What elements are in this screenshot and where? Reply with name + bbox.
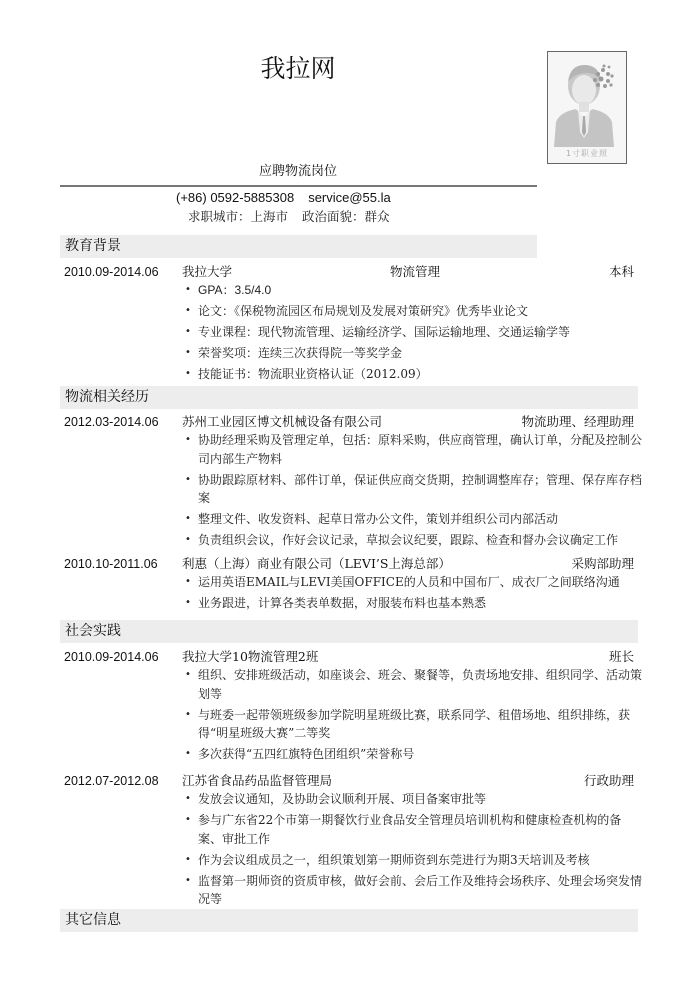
list-item: • 荣誉奖项：连续三次获得院一等奖学金 <box>182 344 642 363</box>
entry-role: 行政助理 <box>583 773 634 788</box>
section-header-education <box>60 235 537 258</box>
section-header-other-info <box>60 909 638 932</box>
list-item: • 技能证书：物流职业资格认证（2012.09） <box>182 365 642 384</box>
person-placeholder-icon <box>548 52 626 163</box>
bullet-icon: • <box>185 708 191 720</box>
phone-number: (+86) 0592-5885308 <box>176 190 295 205</box>
list-item: • 监督第一期师资的资质审核，做好会前、会后工作及维持会场秩序、处理会场突发情况等 <box>185 873 643 906</box>
bullet-icon: • <box>185 576 191 587</box>
entry-organization: 我拉大学 <box>182 264 233 279</box>
list-item: • 发放会议通知，及协助会议顺利开展、项目备案审批等 <box>182 790 642 809</box>
section-header-social-practice <box>60 620 638 643</box>
entry-organization: 苏州工业园区博文机械设备有限公司 <box>182 414 383 429</box>
bullet-icon: • <box>185 853 191 865</box>
personal-info-line <box>188 208 390 225</box>
entry-major: 物流管理 <box>390 264 441 279</box>
bullet-list <box>182 790 642 911</box>
photo-caption: 1寸职业照 <box>565 149 609 158</box>
header-divider <box>60 185 537 187</box>
list-item: • 组织、安排班级活动，如座谈会、班会、聚餐等，负责场地安排、组织同学、活动策划等 <box>185 668 643 701</box>
entry-role: 物流助理、经理助理 <box>521 414 634 429</box>
entry-organization: 利惠（上海）商业有限公司（LEVI’S上海总部） <box>182 556 451 571</box>
bullet-list <box>182 573 642 615</box>
email-address[interactable]: service@55.la <box>308 190 391 205</box>
bullet-icon: • <box>185 347 191 358</box>
contact-line <box>176 189 391 206</box>
list-item: • 负责组织会议，作好会议记录，草拟会议纪要，跟踪、检查和督办会议确定工作 <box>182 531 642 550</box>
section-header-experience <box>60 386 638 409</box>
list-item: • 运用英语EMAIL与LEVI美国OFFICE的人员和中国布厂、成衣厂之间联络沟通 <box>182 573 642 592</box>
list-item: • 参与广东省22个市第一期餐饮行业食品安全管理员培训机构和健康检查机构的备案、审批工作 <box>185 813 622 846</box>
section-title: 物流相关经历 <box>65 389 149 405</box>
bullet-icon: • <box>185 748 191 759</box>
list-item: • 与班委一起带领班级参加学院明星班级比赛，联系同学、租借场地、组织排练，获得“明星班级大赛”二等奖 <box>185 707 631 740</box>
entry-degree: 本科 <box>608 264 634 279</box>
list-item: • 业务跟进，计算各类表单数据，对服装布料也基本熟悉 <box>182 594 642 613</box>
job-city: 求职城市：上海市 <box>188 209 289 224</box>
political-status: 政治面貌：群众 <box>302 209 390 224</box>
list-item: • 多次获得“五四红旗特色团组织”荣誉称号 <box>182 745 642 764</box>
bullet-icon: • <box>185 326 191 337</box>
entry-role: 班长 <box>608 649 634 664</box>
section-title: 教育背景 <box>65 238 121 254</box>
bullet-icon: • <box>185 814 191 825</box>
target-position: 应聘物流岗位 <box>258 164 337 179</box>
entry-date: 2010.09-2014.06 <box>64 265 159 279</box>
bullet-icon: • <box>185 368 191 379</box>
list-item: • 协助跟踪原材料、部件订单，保证供应商交货期，控制调整库存；管理、保存库存档案 <box>185 472 643 505</box>
list-item: • 专业课程：现代物流管理、运输经济学、国际运输地理、交通运输学等 <box>182 323 642 342</box>
section-title: 其它信息 <box>65 912 121 928</box>
entry-role: 采购部助理 <box>571 556 634 571</box>
entry-organization: 我拉大学10物流管理2班 <box>182 649 319 664</box>
entry-date: 2010.09-2014.06 <box>64 650 159 664</box>
bullet-list <box>182 666 642 766</box>
list-item: • 作为会议组成员之一，组织策划第一期师资到东莞进行为期3天培训及考核 <box>182 851 642 870</box>
bullet-list <box>182 281 642 386</box>
resume-name: 我拉网 <box>260 54 336 83</box>
bullet-icon: • <box>185 305 191 316</box>
bullet-icon: • <box>185 284 191 295</box>
bullet-icon: • <box>185 597 191 608</box>
section-title: 社会实践 <box>65 623 121 639</box>
entry-date: 2012.03-2014.06 <box>64 415 159 429</box>
entry-date: 2010.10-2011.06 <box>64 557 158 571</box>
bullet-icon: • <box>185 473 191 485</box>
profile-photo <box>547 51 627 164</box>
bullet-icon: • <box>185 513 191 524</box>
list-item: • 论文：《保税物流园区布局规划及发展对策研究》优秀毕业论文 <box>182 302 642 321</box>
bullet-icon: • <box>185 874 191 886</box>
list-item: • GPA：3.5/4.0 <box>182 281 642 300</box>
bullet-list <box>182 431 642 552</box>
entry-date: 2012.07-2012.08 <box>64 774 159 788</box>
bullet-icon: • <box>185 534 191 545</box>
bullet-icon: • <box>185 669 191 680</box>
bullet-icon: • <box>185 793 191 804</box>
list-item: • 协助经理采购及管理定单，包括：原料采购，供应商管理，确认订单，分配及控制公司内部生产物料 <box>185 433 643 466</box>
bullet-icon: • <box>185 434 191 445</box>
entry-organization: 江苏省食品药品监督管理局 <box>182 773 333 788</box>
list-item: • 整理文件、收发资料、起草日常办公文件，策划并组织公司内部活动 <box>182 510 642 529</box>
